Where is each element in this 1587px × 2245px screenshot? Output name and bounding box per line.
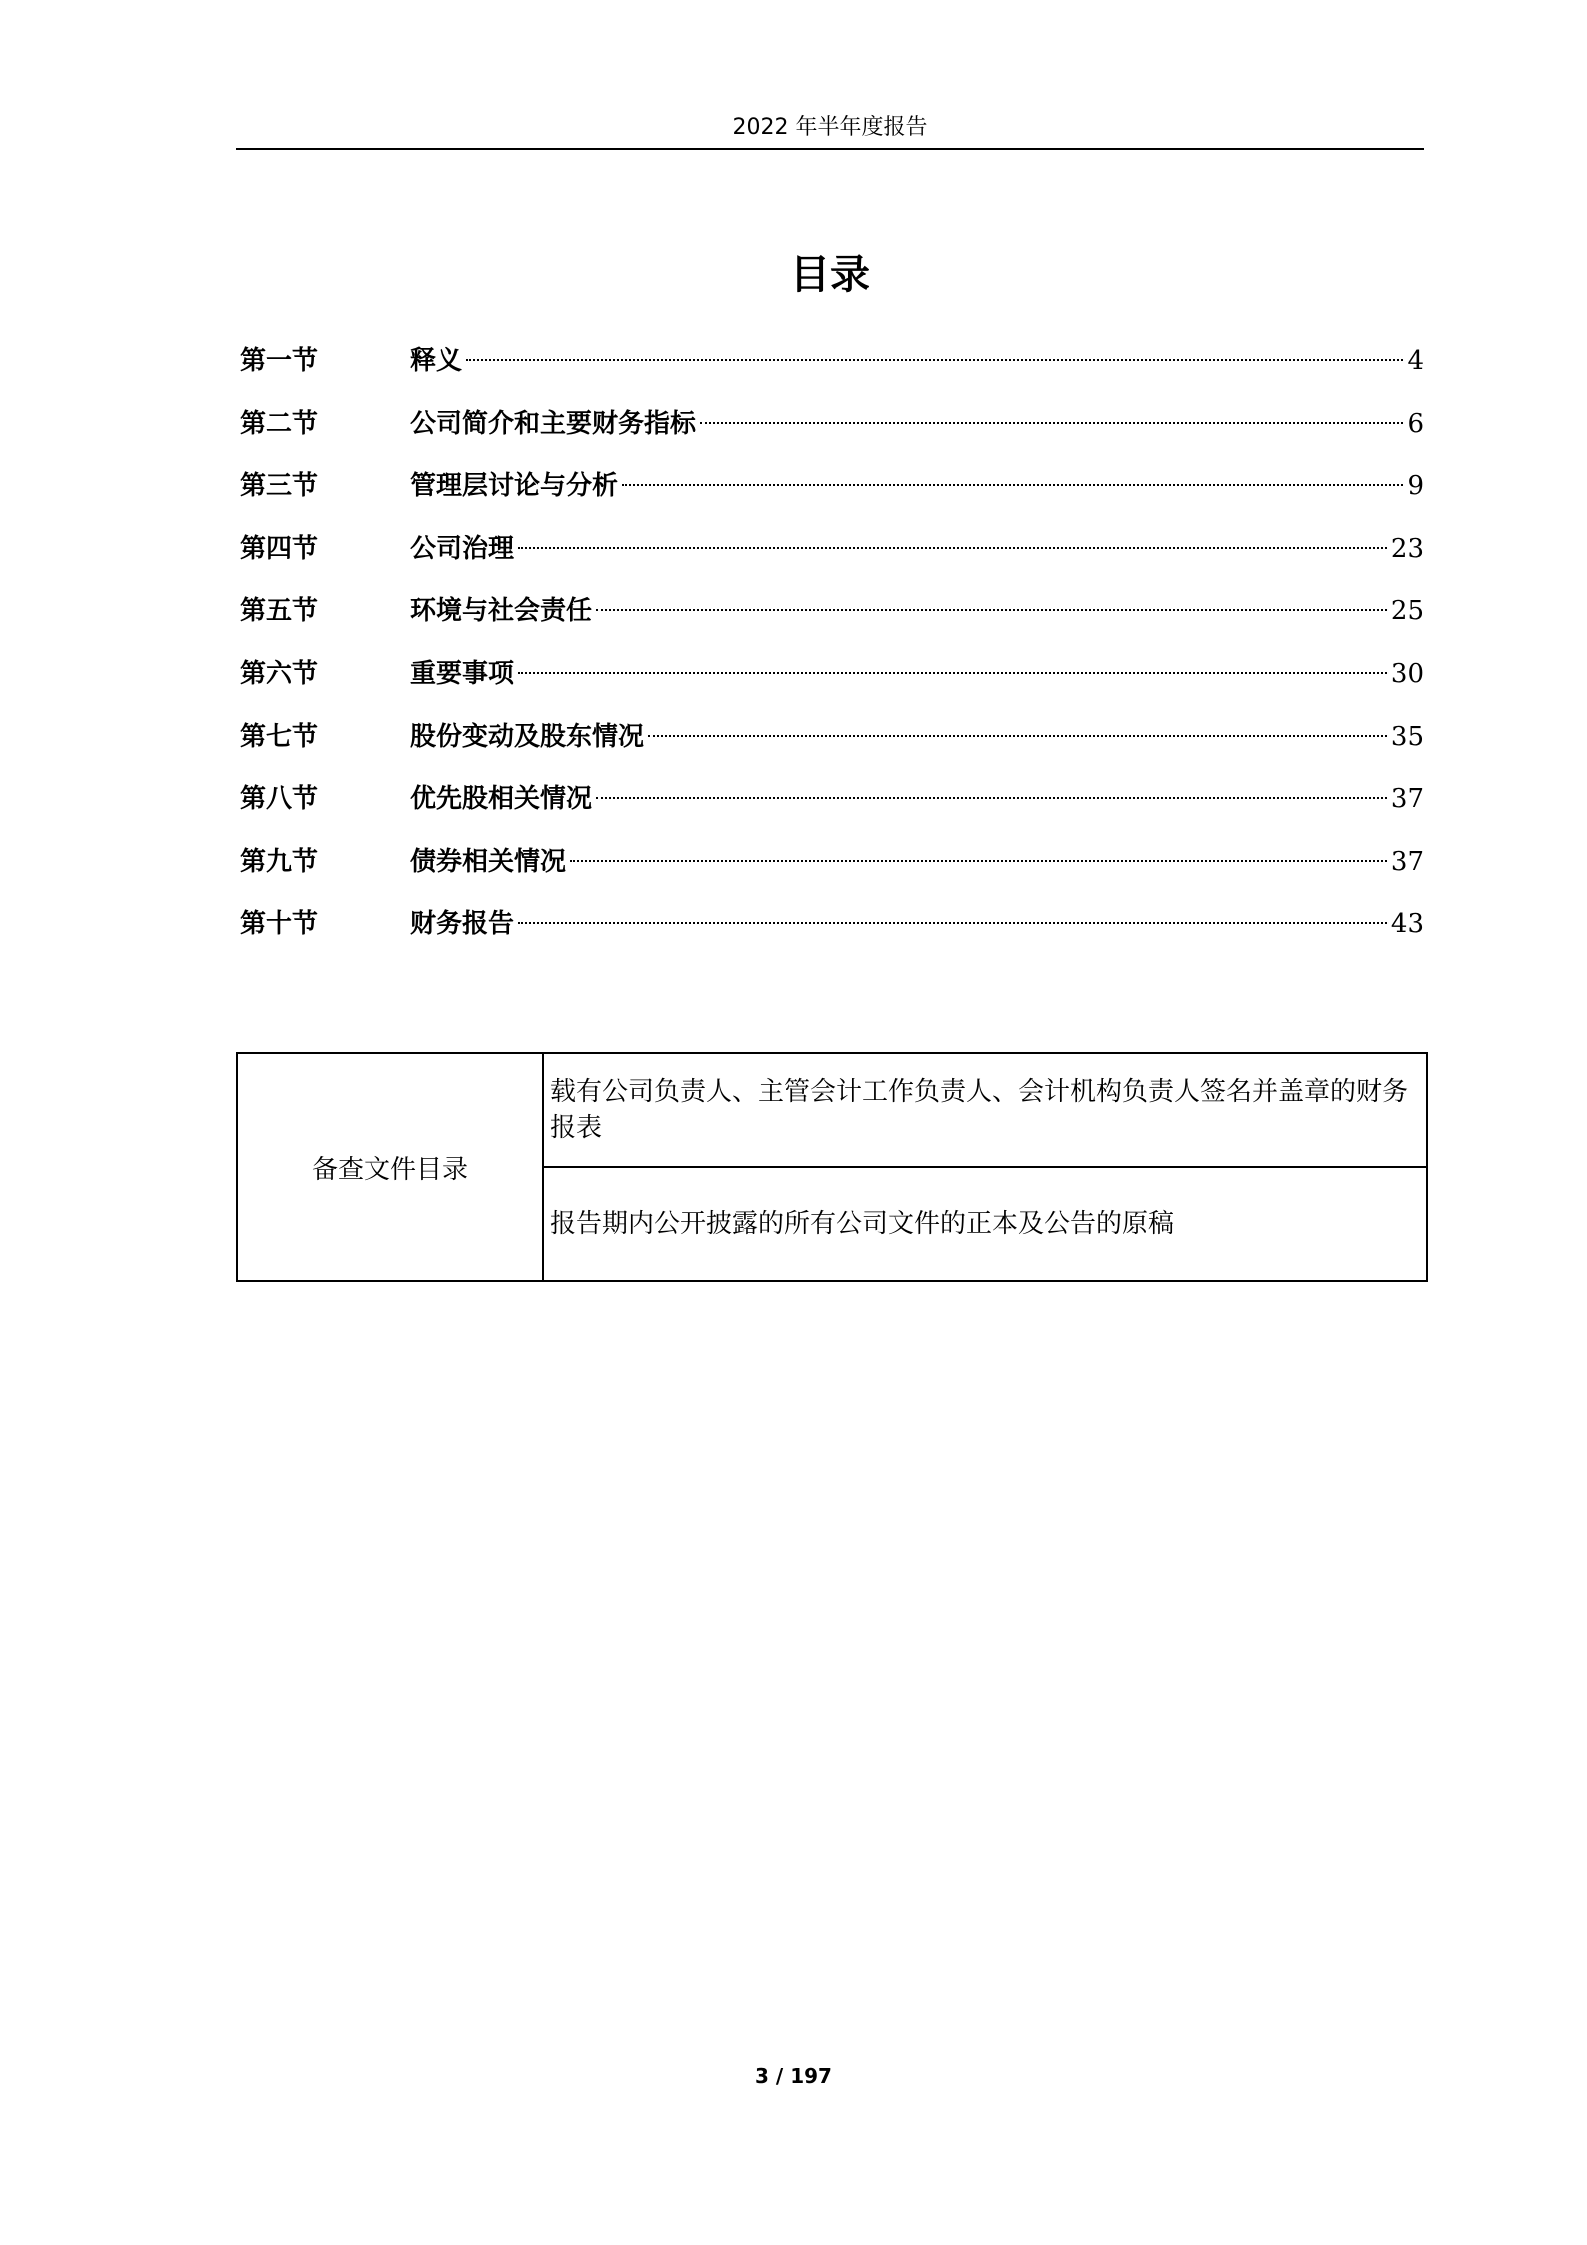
- reference-document-item: 报告期内公开披露的所有公司文件的正本及公告的原稿: [543, 1167, 1427, 1281]
- page-number: 3 / 197: [755, 2064, 832, 2088]
- reference-documents-table: [236, 1052, 1428, 1282]
- dot-leader: [466, 359, 1403, 361]
- toc-page-number: 6: [1407, 408, 1424, 439]
- toc-page-number: 25: [1390, 596, 1424, 627]
- report-title: 2022 年半年度报告: [732, 115, 928, 140]
- toc-entry[interactable]: [240, 524, 1424, 587]
- toc-section-number: 第二节: [240, 408, 319, 439]
- toc-section-number: 第七节: [240, 721, 319, 752]
- toc-entry[interactable]: [240, 837, 1424, 900]
- toc-page-number: 4: [1407, 346, 1424, 376]
- toc-section-number: 第四节: [240, 533, 319, 564]
- toc-section-name: 债券相关情况: [410, 846, 567, 877]
- dot-leader: [622, 484, 1403, 486]
- dot-leader: [648, 735, 1387, 737]
- reference-document-item: 载有公司负责人、主管会计工作负责人、会计机构负责人签名并盖章的财务报表: [543, 1053, 1427, 1167]
- toc-title: 目录: [790, 251, 870, 298]
- toc-entry[interactable]: [240, 899, 1424, 962]
- toc-page-number: 43: [1390, 909, 1424, 940]
- toc-section-name: 财务报告: [410, 909, 515, 940]
- toc-entry[interactable]: [240, 399, 1424, 462]
- toc-page-number: 37: [1390, 784, 1424, 815]
- toc-page-number: 23: [1390, 533, 1424, 564]
- toc-section-name: 管理层讨论与分析: [410, 471, 619, 502]
- dot-leader: [570, 860, 1387, 862]
- toc-section-name: 公司简介和主要财务指标: [410, 408, 697, 439]
- toc-section-number: 第三节: [240, 471, 319, 502]
- dot-leader: [596, 609, 1387, 611]
- dot-leader: [518, 547, 1387, 549]
- toc-section-name: 释义: [410, 346, 463, 376]
- toc-entry[interactable]: [240, 586, 1424, 649]
- toc-section-number: 第五节: [240, 596, 319, 627]
- toc-entry[interactable]: [240, 649, 1424, 712]
- toc-list: [240, 336, 1424, 962]
- toc-section-number: 第九节: [240, 846, 319, 877]
- page-header: [236, 112, 1424, 150]
- dot-leader: [518, 922, 1387, 924]
- toc-page-number: 35: [1390, 721, 1424, 752]
- toc-section-number: 第十节: [240, 909, 319, 940]
- toc-section-name: 重要事项: [410, 658, 515, 689]
- dot-leader: [518, 672, 1387, 674]
- toc-entry[interactable]: [240, 336, 1424, 399]
- toc-section-number: 第八节: [240, 784, 319, 815]
- toc-section-name: 优先股相关情况: [410, 784, 593, 815]
- toc-entry[interactable]: [240, 774, 1424, 837]
- dot-leader: [700, 422, 1403, 424]
- toc-section-number: 第六节: [240, 658, 319, 689]
- toc-section-number: 第一节: [240, 346, 319, 376]
- toc-entry[interactable]: [240, 712, 1424, 775]
- toc-page-number: 30: [1390, 658, 1424, 689]
- toc-section-name: 股份变动及股东情况: [410, 721, 645, 752]
- reference-documents-label: 备查文件目录: [237, 1053, 543, 1281]
- toc-section-name: 环境与社会责任: [410, 596, 593, 627]
- toc-entry[interactable]: [240, 461, 1424, 524]
- toc-section-name: 公司治理: [410, 533, 515, 564]
- toc-page-number: 9: [1407, 471, 1424, 502]
- toc-page-number: 37: [1390, 846, 1424, 877]
- dot-leader: [596, 797, 1387, 799]
